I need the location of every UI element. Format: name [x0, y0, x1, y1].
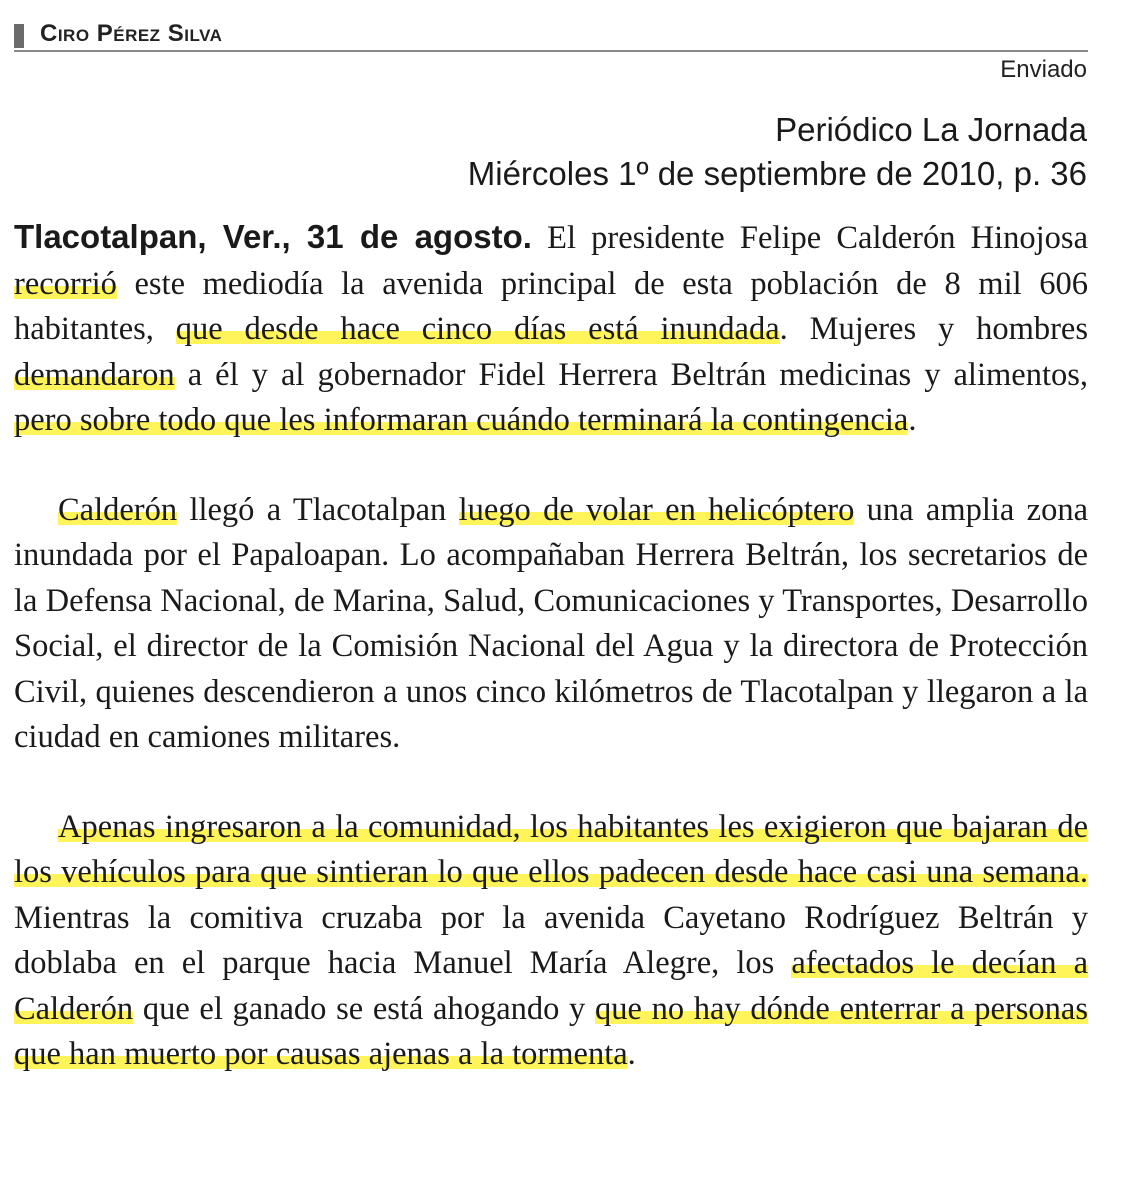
byline — [14, 18, 1088, 52]
text-segment: . — [627, 1036, 636, 1072]
publication-date: Miércoles 1º de septiembre de 2010, p. 36 — [467, 155, 1087, 192]
paragraph-1 — [14, 214, 1088, 444]
byline-bar — [14, 24, 24, 48]
text-segment: . — [908, 402, 917, 438]
text-segment: llegó a Tlacotalpan — [177, 491, 459, 528]
highlighted-text: Calderón — [58, 491, 178, 528]
text-segment: que el ganado se está ahogando y — [133, 990, 595, 1027]
highlighted-text: demandaron — [14, 356, 175, 393]
highlighted-text: luego de volar en helicóptero — [458, 491, 855, 528]
highlighted-text: afectados le decían a Calderón — [14, 945, 1088, 1027]
author-role: Enviado — [1000, 56, 1087, 83]
text-segment: a él y al gobernador Fidel Herrera Beltrán medicinas y alimentos, — [174, 356, 1088, 393]
text-segment: El presidente Felipe Calderón Hinojosa — [531, 220, 1089, 256]
highlighted-text: recorrió — [14, 265, 117, 302]
source-citation — [468, 108, 1087, 196]
text-segment: una amplia zona inundada por el Papaloapan. Lo acompañaban Herrera Beltrán, los secretarios de la Defensa Nacional, de Marina, Salud, Comunicaciones y Transportes, Desarrollo Social, el director de la Comisión Nacional del Agua y la directora de Protección Civil, quienes descendieron a unos cinco kilómetros de Tlacotalpan y llegaron a la ciudad en camiones militares. — [14, 491, 1088, 755]
text-segment: Mientras la comitiva cruzaba por la avenida Cayetano Rodríguez Beltrán y doblaba en el parque hacia Manuel María Alegre, los — [14, 899, 1088, 981]
dateline: Tlacotalpan, Ver., 31 de agosto. — [14, 218, 532, 255]
highlighted-text: Apenas ingresaron a la comunidad, los habitantes les exigieron que bajaran de los vehículos para que sintieran lo que ellos padecen desde hace casi una semana. — [14, 808, 1088, 890]
highlighted-text: pero sobre todo que les informaran cuándo terminará la contingencia — [14, 402, 909, 438]
highlighted-text: que desde hace cinco días está inundada — [175, 311, 780, 347]
article-body — [14, 214, 1088, 1122]
paragraph-3 — [14, 805, 1088, 1078]
text-segment: . Mujeres y hombres — [779, 311, 1088, 347]
highlighted-text: que no hay dónde enterrar a personas que han muerto por causas ajenas a la tormenta — [14, 990, 1088, 1072]
author-name: Ciro Pérez Silva — [40, 20, 223, 47]
paragraph-2 — [14, 488, 1088, 761]
text-segment: este mediodía la avenida principal de esta población de 8 mil 606 habitantes, — [14, 265, 1088, 347]
publication-name: Periódico La Jornada — [775, 111, 1087, 148]
